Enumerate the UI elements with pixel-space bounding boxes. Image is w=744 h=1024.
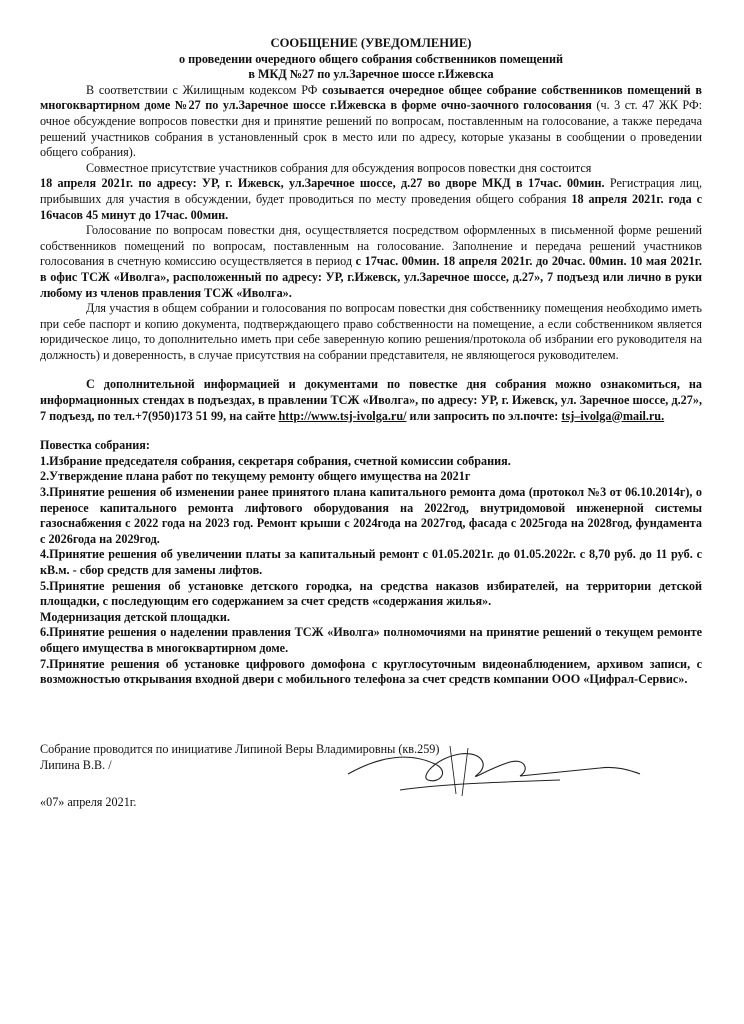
paragraph-bold-text: созывается очередное общее собрание собственников помещений в многоквартирном доме №27 по ул.Заречное шоссе г.Ижевска в форме очно-заочного голосования <box>40 82 702 113</box>
meeting-datetime: 18 апреля 2021г. по адресу: УР, г. Ижевск, ул.Заречное шоссе, д.27 во дворе МКД в 17час. 00мин. <box>40 176 605 191</box>
agenda-item: 7.Принятие решения об установке цифрового домофона с круглосуточным видеонаблюдением, архивом записи, с возможностью открывания входной двери с мобильного телефона за счет средств компании ООО «Цифрал-Сервис». <box>40 656 702 687</box>
document-body <box>40 36 702 688</box>
paragraph-convocation <box>40 83 702 161</box>
paragraph-voting <box>40 223 702 301</box>
paragraph-bold-text: или запросить по эл.почте: <box>406 408 562 423</box>
agenda-item: 4.Принятие решения об увеличении платы за капитальный ремонт с 01.05.2021г. до 01.05.2022г. с 8,70 руб. до 11 руб. с кВ.м. - сбор средств для замены лифтов. <box>40 547 702 577</box>
paragraph-meeting-time <box>40 161 702 223</box>
document-footer <box>40 742 702 811</box>
paragraph-documents: Для участия в общем собрании и голосования по вопросам повестки дня собственнику помещения необходимо иметь при себе паспорт и копию документа, подтверждающего право собственности на помещение, а если собственником является юридическое лицо, то дополнительно иметь при себе заверенную копию решения/протокола об избрании его руководителя на должность) и доверенность, в случае присутствия на собрании представителя, не являющегося руководителем. <box>40 301 702 362</box>
initiative-line: Собрание проводится по инициативе Липиной Веры Владимировны (кв.259) <box>40 742 440 756</box>
paragraph-text: В соответствии с Жилищным кодексом РФ <box>86 82 323 97</box>
paragraph-text: Голосование по вопросам повестки дня, осуществляется посредством оформленных в письменной форме решений собственников помещений по вопросам, поставленным на голосование. Заполнение и передача решений участников голосования в счетную комиссию осуществляется в период <box>40 223 702 269</box>
agenda-item: 5.Принятие решения об установке детского городка, на средства наказов избирателей, на территории детской площадки, с последующим его содержанием за счет средств «содержания жилья». <box>40 578 702 609</box>
document-subtitle-1: о проведении очередного общего собрания собственников помещений <box>178 51 564 66</box>
registration-time: 18 апреля 2021г. года с 16часов 45 минут до 17час. 00мин. <box>40 191 702 222</box>
agenda-item: 2.Утверждение плана работ по текущему ремонту общего имущества на 2021г <box>40 469 471 484</box>
document-title: СООБЩЕНИЕ (УВЕДОМЛЕНИЕ) <box>270 36 472 50</box>
agenda-item: Модернизация детской площадки. <box>40 609 230 624</box>
paragraph-text: (ч. 3 ст. 47 ЖК РФ: очное обсуждение вопросов повестки дня и принятие решений по вопросам, поставленным на голосование, а также передача решений участников собрания в установленный срок в место или по адресу, которые указаны в сообщении о проведении общего собрания). <box>40 98 702 160</box>
paragraph-bold-text: С дополнительной информацией и документами по повестке дня собрания можно ознакомиться, на информационных стендах в подъездах, в правлении ТСЖ «Иволга», по адресу: УР, г. Ижевск, ул. Заречное шоссе, д.27», 7 подъезд, по тел.+7(950)173 51 99, на сайте <box>40 377 702 423</box>
email-link[interactable]: tsj–ivolga@mail.ru. <box>561 408 665 423</box>
paragraph-text: Совместное присутствие участников собрания для обсуждения вопросов повестки дня состоится <box>86 160 592 175</box>
paragraph-text: Регистрация лиц, прибывших для участия в обсуждении, будет проводиться по месту проведения общего собрания <box>40 176 702 206</box>
document-date: «07» апреля 2021г. <box>40 795 137 810</box>
signatory-name: Липина В.В. / <box>40 757 112 772</box>
agenda-item: 3.Принятие решения об изменении ранее принятого плана капитального ремонта дома (протокол №3 от 06.10.2014г), о переносе капитального ремонта лифтового оборудования на 2022год, внутридомовой инженерной системы газоснабжения с 2022 года на 2023 год. Ремонт крыши с 2024года на 2027год, фасада с 2025года на 2028год, фундамента с 2026года на 2029год. <box>40 485 702 546</box>
agenda-title: Повестка собрания: <box>40 438 150 453</box>
handwritten-signature <box>340 744 650 802</box>
agenda-item: 6.Принятие решения о наделении правления ТСЖ «Иволга» полномочиями на принятие решений о текущем ремонте общего имущества в многоквартирном доме. <box>40 625 702 655</box>
agenda-item: 1.Избрание председателя собрания, секретаря собрания, счетной комиссии собрания. <box>40 453 511 468</box>
signature-line <box>40 758 702 774</box>
voting-period: с 17час. 00мин. 18 апреля 2021г. до 20час. 00мин. 10 мая 2021г. в офис ТСЖ «Иволга», расположенный по адресу: УР, г.Ижевск, ул.Заречное шоссе, д.27», 7 подъезд или лично в руки любому из членов правления ТСЖ «Иволга». <box>40 254 702 300</box>
website-link[interactable]: http://www.tsj-ivolga.ru/ <box>278 408 407 423</box>
paragraph-info <box>40 377 702 424</box>
agenda-list <box>40 454 702 688</box>
document-subtitle-2: в МКД №27 по ул.Заречное шоссе г.Ижевска <box>248 67 494 82</box>
